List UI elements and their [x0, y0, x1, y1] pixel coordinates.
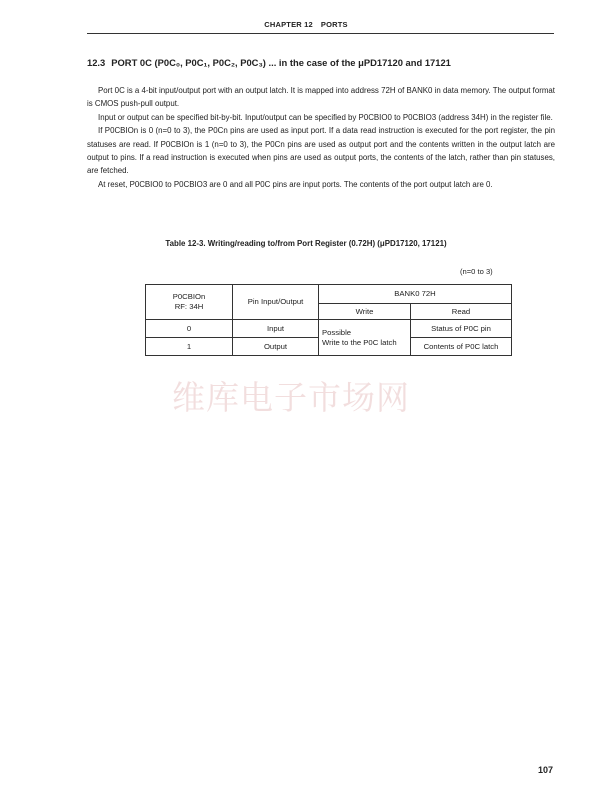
table-caption: Table 12-3. Writing/reading to/from Port Register (0.72H) (μPD17120, 17121)	[165, 239, 447, 248]
header-pin-io: Pin Input/Output	[233, 285, 319, 320]
port-register-table	[145, 284, 512, 356]
page-number: 107	[538, 765, 554, 775]
cell-io: Input	[233, 320, 319, 338]
section-title	[87, 57, 557, 68]
paragraph: Port 0C is a 4-bit input/output port with an output latch. It is mapped into address 72H of BANK0 in data memory. The output format is CMOS push-pull output.	[87, 86, 555, 109]
chapter-header	[0, 20, 612, 29]
body-text	[87, 84, 555, 191]
header-write: Write	[319, 304, 411, 320]
cell-bio: 1	[146, 338, 233, 356]
chapter-title: PORTS	[320, 20, 348, 29]
table-note: (n=0 to 3)	[460, 267, 493, 276]
header-p0cbion-line2: RF: 34H	[174, 302, 204, 311]
paragraph: If P0CBIOn is 0 (n=0 to 3), the P0Cn pins are used as input port. If a data read instruction is executed for the port register, the pin statuses are read. If P0CBIOn is 1 (n=0 to 3), the P0Cn pins are used as output port and the contents written in the output latch are output to pins. If a read instruction is executed when pins are used as output ports, the contents of the latch, rather than pin statuses, are fetched.	[87, 126, 555, 176]
header-rule	[87, 33, 554, 34]
table-row	[146, 320, 512, 338]
header-p0cbion-line1: P0CBIOn	[172, 292, 206, 301]
header-p0cbion	[146, 285, 233, 320]
section-number: 12.3	[87, 57, 106, 68]
cell-io: Output	[233, 338, 319, 356]
paragraph: At reset, P0CBIO0 to P0CBIO3 are 0 and all P0C pins are input ports. The contents of the port output latch are 0.	[98, 179, 493, 189]
watermark: 维库电子市场网	[172, 378, 410, 417]
cell-bio: 0	[146, 320, 233, 338]
chapter-label: CHAPTER 12	[264, 20, 313, 29]
cell-read: Contents of P0C latch	[411, 338, 512, 356]
header-bank0: BANK0 72H	[319, 285, 512, 304]
cell-read: Status of P0C pin	[411, 320, 512, 338]
section-heading: PORT 0C (P0C₀, P0C₁, P0C₂, P0C₃) ... in the case of the μPD17120 and 17121	[111, 57, 451, 68]
paragraph: Input or output can be specified bit-by-bit. Input/output can be specified by P0CBIO0 to P0CBIO3 (address 34H) in the register file.	[98, 112, 553, 122]
cell-write: Possible Write to the P0C latch	[319, 320, 411, 356]
header-read: Read	[411, 304, 512, 320]
